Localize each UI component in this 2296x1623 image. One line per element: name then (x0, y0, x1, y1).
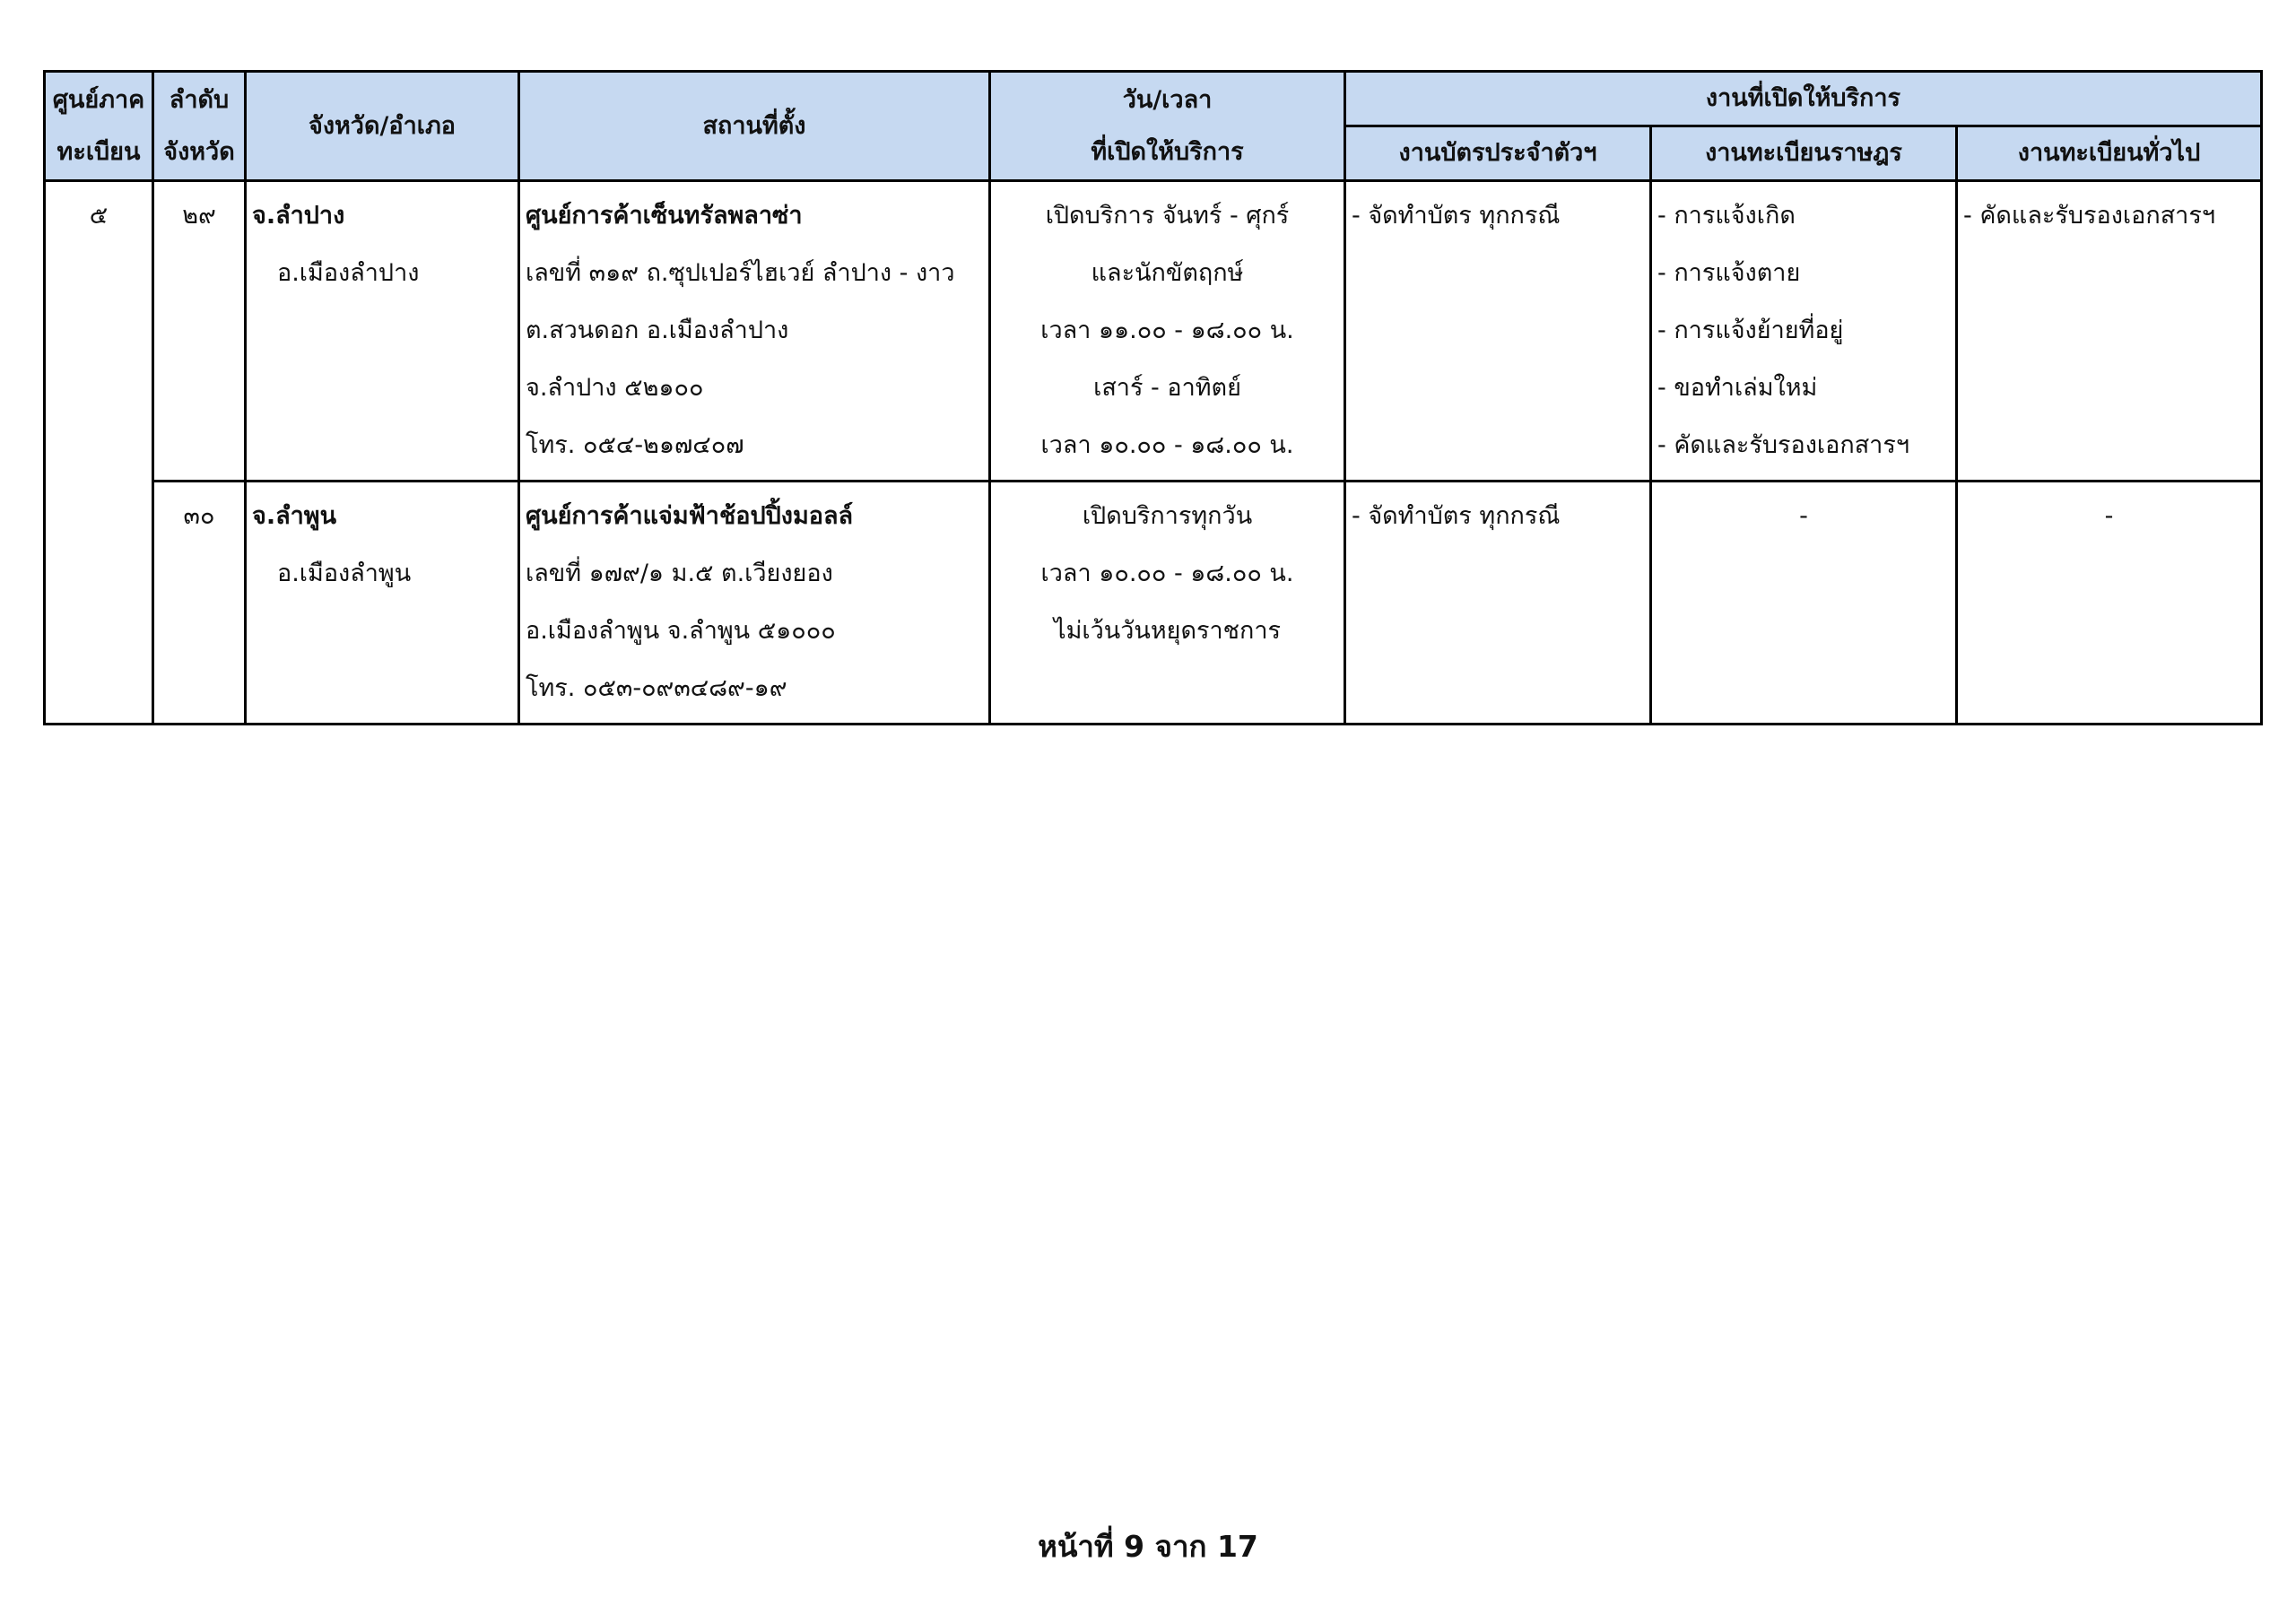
datetime-line: เวลา ๑๐.๐๐ - ๑๘.๐๐ น. (1040, 560, 1294, 587)
general-service-cell (1957, 482, 2262, 725)
location-name: ศูนย์การค้าเซ็นทรัลพลาซ่า (526, 202, 803, 230)
table-row-lampang (45, 181, 2262, 482)
header-services-group: งานที่เปิดให้บริการ (1345, 72, 2262, 126)
header-order-line1: ลำดับ (169, 85, 230, 114)
location-line: เลขที่ ๓๑๙ ถ.ซุปเปอร์ไฮเวย์ ลำปาง - งาว (526, 259, 955, 287)
header-service-general: งานทะเบียนทั่วไป (1957, 126, 2262, 181)
table-row-lamphun (45, 482, 2262, 725)
id-card-service-item: - จัดทำบัตร ทุกกรณี (1352, 202, 1561, 230)
civil-service-item: - การแจ้งตาย (1657, 259, 1801, 287)
location-phone: โทร. ๐๕๓-๐๙๓๔๘๙-๑๙ (526, 674, 787, 702)
province-name: จ.ลำพูน (252, 502, 337, 530)
region-value: ๕ (89, 202, 109, 230)
header-order-line2: จังหวัด (163, 137, 235, 166)
header-province: จังหวัด/อำเภอ (246, 72, 519, 181)
province-name: จ.ลำปาง (252, 202, 345, 230)
id-card-service-cell (1345, 482, 1651, 725)
id-card-service-item: - จัดทำบัตร ทุกกรณี (1352, 502, 1561, 530)
datetime-line: เสาร์ - อาทิตย์ (1093, 374, 1241, 402)
civil-service-item: - การแจ้งเกิด (1657, 202, 1796, 230)
location-line: ต.สวนดอก อ.เมืองลำปาง (526, 317, 789, 344)
location-line: จ.ลำปาง ๕๒๑๐๐ (526, 374, 704, 402)
header-location: สถานที่ตั้ง (519, 72, 990, 181)
header-datetime (990, 72, 1345, 181)
province-cell (246, 482, 519, 725)
location-cell (519, 181, 990, 482)
datetime-line: เปิดบริการทุกวัน (1082, 502, 1253, 530)
datetime-line: เปิดบริการ จันทร์ - ศุกร์ (1045, 202, 1290, 230)
page-number: หน้าที่ 9 จาก 17 (1038, 1529, 1258, 1564)
header-region-line1: ศูนย์ภาค (52, 85, 145, 114)
header-datetime-line2: ที่เปิดให้บริการ (1091, 137, 1244, 166)
order-value: ๓๐ (183, 502, 215, 530)
datetime-line: เวลา ๑๐.๐๐ - ๑๘.๐๐ น. (1040, 431, 1294, 459)
datetime-line: และนักขัตฤกษ์ (1091, 259, 1244, 287)
header-order (153, 72, 246, 181)
district-name: อ.เมืองลำปาง (277, 259, 420, 287)
location-line: เลขที่ ๑๗๙/๑ ม.๕ ต.เวียงยอง (526, 560, 833, 587)
order-cell (153, 482, 246, 725)
header-datetime-line1: วัน/เวลา (1122, 85, 1213, 114)
order-value: ๒๙ (182, 202, 216, 230)
header-region-line2: ทะเบียน (57, 137, 141, 166)
header-row-1 (45, 72, 2262, 126)
id-card-service-cell (1345, 181, 1651, 482)
civil-service-item: - คัดและรับรองเอกสารฯ (1657, 431, 1910, 459)
general-service-dash: - (2104, 502, 2114, 530)
datetime-line: เวลา ๑๑.๐๐ - ๑๘.๐๐ น. (1040, 317, 1294, 344)
civil-service-cell (1651, 181, 1957, 482)
general-service-item: - คัดและรับรองเอกสารฯ (1963, 202, 2216, 230)
civil-service-item: - การแจ้งย้ายที่อยู่ (1657, 317, 1844, 344)
region-cell (45, 181, 153, 725)
location-phone: โทร. ๐๕๔-๒๑๗๔๐๗ (526, 431, 744, 459)
datetime-line: ไม่เว้นวันหยุดราชการ (1054, 617, 1281, 645)
civil-service-item: - ขอทำเล่มใหม่ (1657, 374, 1818, 402)
header-service-civil: งานทะเบียนราษฎร (1651, 126, 1957, 181)
civil-service-dash: - (1799, 502, 1808, 530)
province-cell (246, 181, 519, 482)
civil-service-cell (1651, 482, 1957, 725)
location-name: ศูนย์การค้าแจ่มฟ้าช้อปปิ้งมอลล์ (526, 502, 854, 530)
datetime-cell (990, 482, 1345, 725)
service-locations-table (43, 70, 2263, 725)
location-line: อ.เมืองลำพูน จ.ลำพูน ๕๑๐๐๐ (526, 617, 836, 645)
district-name: อ.เมืองลำพูน (277, 560, 412, 587)
header-region (45, 72, 153, 181)
datetime-cell (990, 181, 1345, 482)
order-cell (153, 181, 246, 482)
location-cell (519, 482, 990, 725)
header-service-id-card: งานบัตรประจำตัวฯ (1345, 126, 1651, 181)
general-service-cell (1957, 181, 2262, 482)
